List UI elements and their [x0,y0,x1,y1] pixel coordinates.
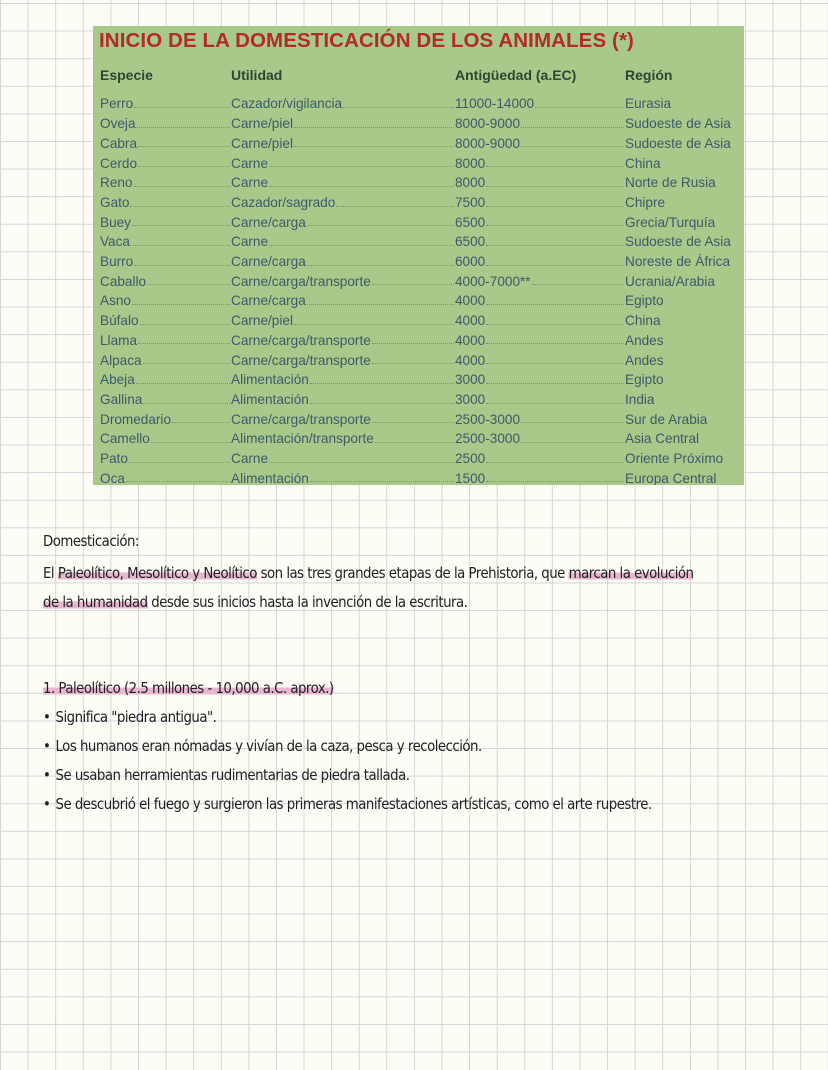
cell-text: Sudoeste de Asia [625,135,731,151]
dot-leader [130,206,230,207]
table-row [93,311,744,331]
cell-text: Carne [231,155,269,171]
cell-antiguedad [455,409,625,426]
cell-utilidad [231,429,455,446]
table-row [93,173,744,193]
cell-especie [100,449,231,466]
dot-leader [137,127,230,128]
table-row [93,449,744,469]
cell-utilidad [231,193,455,210]
cell-text: 2500-3000 [455,431,521,447]
dot-leader [310,481,454,482]
cell-utilidad [231,409,455,426]
section-title [43,679,334,697]
cell-text: 8000 [455,175,486,191]
cell-text: Carne/piel [231,313,293,329]
table-row [93,94,744,114]
cell-text: Camello [100,431,150,447]
dot-leader [486,462,624,463]
cell-text: Chipre [625,194,666,210]
dot-leader [521,442,624,443]
dot-leader [269,245,454,246]
cell-especie [100,193,231,210]
cell-text: 3000 [455,391,486,407]
dot-leader [138,166,230,167]
dot-leader [294,324,454,325]
plain-text: desde sus inicios hasta la invención de la escritura. [147,593,468,611]
header-especie: Especie [100,67,153,83]
highlighted-text: de la humanidad [43,593,148,611]
cell-especie [100,153,231,170]
cell-text: Andes [625,352,664,368]
cell-text: Sudoeste de Asia [625,116,731,132]
dot-leader [372,284,454,285]
cell-text: 2500-3000 [455,411,521,427]
cell-text: Burro [100,254,134,269]
cell-utilidad [231,271,455,288]
dot-leader [343,107,454,108]
cell-region [625,252,743,269]
cell-antiguedad [455,114,625,131]
dot-leader [486,324,624,325]
dot-leader [486,304,624,305]
cell-region [625,193,743,210]
table-row [93,271,744,291]
cell-text: 8000-9000 [455,135,521,151]
cell-text: Eurasia [625,96,672,112]
dot-leader [486,225,624,226]
cell-text: China [625,313,661,329]
dot-leader [143,363,230,364]
cell-region [625,449,743,466]
dot-leader [147,284,230,285]
section-title-text: 1. Paleolítico (2.5 millones - 10,000 a.C. aprox.) [43,679,334,697]
cell-text: Asia Central [625,431,700,447]
dot-leader [486,245,624,246]
cell-especie [100,133,231,150]
dot-leader [172,422,230,423]
cell-especie [100,212,231,229]
dot-leader [486,481,624,482]
cell-text: Carne/carga [231,293,306,309]
cell-text: Reno [100,175,133,191]
notes-heading: Domesticación: [43,532,139,550]
cell-utilidad [231,311,455,328]
cell-especie [100,429,231,446]
dot-leader [307,265,454,266]
cell-region [625,468,743,485]
cell-especie [100,173,231,190]
table-row [93,429,744,449]
cell-text: 11000-14000 [455,96,535,112]
cell-text: India [625,391,655,407]
cell-antiguedad [455,350,625,367]
dot-leader [307,225,454,226]
cell-region [625,429,743,446]
bullet-dot-icon: • [43,708,51,726]
dot-leader [310,403,454,404]
dot-leader [143,403,230,404]
cell-text: 6500 [455,214,486,230]
dot-leader [310,383,454,384]
cell-text: Llama [100,332,138,348]
dot-leader [375,442,454,443]
cell-antiguedad [455,429,625,446]
cell-text: Carne [231,234,269,250]
cell-region [625,133,743,150]
cell-antiguedad [455,291,625,308]
cell-especie [100,311,231,328]
cell-region [625,409,743,426]
cell-especie [100,114,231,131]
cell-text: 4000-7000** [455,273,531,289]
cell-text: Grecia/Turquía [625,214,716,230]
cell-especie [100,232,231,249]
cell-region [625,311,743,328]
cell-text: Alimentación/transporte [231,431,374,447]
cell-especie [100,252,231,269]
cell-text: Cabra [100,135,138,151]
cell-text: Cazador/vigilancia [231,96,343,112]
cell-utilidad [231,350,455,367]
bullet-item [43,795,652,813]
cell-text: Carne/carga [231,214,306,230]
dot-leader [486,343,624,344]
dot-leader [129,462,230,463]
table-row [93,153,744,173]
cell-utilidad [231,114,455,131]
cell-text: Asno [100,293,131,309]
table-row [93,212,744,232]
intro-line-2 [43,593,467,611]
dot-leader [134,186,231,187]
cell-text: 4000 [455,293,486,309]
cell-text: 8000 [455,155,486,171]
cell-region [625,370,743,387]
cell-antiguedad [455,271,625,288]
dot-leader [132,225,230,226]
cell-especie [100,271,231,288]
cell-utilidad [231,468,455,485]
dot-leader [372,363,454,364]
cell-text: Alimentación [231,391,309,407]
dot-leader [134,107,230,108]
bullet-text: Se usaban herramientas rudimentarias de piedra tallada. [55,766,410,784]
dot-leader [131,245,230,246]
domestication-table [93,26,744,485]
dot-leader [151,442,230,443]
cell-utilidad [231,390,455,407]
dot-leader [521,146,624,147]
cell-especie [100,370,231,387]
cell-utilidad [231,153,455,170]
header-utilidad: Utilidad [231,67,283,83]
dot-leader [294,127,454,128]
cell-antiguedad [455,311,625,328]
intro-line-1 [43,564,693,582]
cell-antiguedad [455,330,625,347]
cell-text: Carne [231,451,269,466]
cell-text: Norte de Rusia [625,175,716,191]
table-row [93,291,744,311]
table-row [93,232,744,252]
cell-text: Vaca [100,234,130,250]
cell-especie [100,94,231,111]
cell-text: Dromedario [100,411,172,427]
cell-region [625,330,743,347]
dot-leader [486,403,624,404]
cell-text: Alpaca [100,352,142,368]
cell-text: Ucrania/Arabia [625,273,715,289]
cell-text: 4000 [455,313,486,329]
cell-region [625,232,743,249]
cell-text: Europa Central [625,470,717,485]
cell-text: 8000-9000 [455,116,521,132]
cell-text: Cerdo [100,155,138,171]
cell-text: Alimentación [231,470,309,485]
dot-leader [532,284,624,285]
cell-text: Andes [625,332,664,348]
dot-leader [132,304,230,305]
dot-leader [136,383,230,384]
header-antiguedad: Antigüedad (a.EC) [455,67,577,83]
table-row [93,114,744,134]
cell-region [625,114,743,131]
cell-region [625,173,743,190]
dot-leader [134,265,230,266]
dot-leader [486,206,624,207]
cell-especie [100,409,231,426]
plain-text: El [43,564,58,582]
dot-leader [486,383,624,384]
dot-leader [486,186,624,187]
cell-text: Caballo [100,273,147,289]
cell-antiguedad [455,252,625,269]
cell-antiguedad [455,370,625,387]
cell-antiguedad [455,173,625,190]
cell-text: 3000 [455,372,486,388]
bullet-text: Los humanos eran nómadas y vivían de la caza, pesca y recolección. [55,737,482,755]
dot-leader [521,422,624,423]
dot-leader [307,304,454,305]
dot-leader [269,166,454,167]
dot-leader [486,363,624,364]
cell-antiguedad [455,94,625,111]
cell-text: Oveja [100,116,136,132]
cell-antiguedad [455,193,625,210]
cell-utilidad [231,252,455,269]
highlighted-text: Paleolítico, Mesolítico y Neolítico [57,564,257,582]
cell-text: Búfalo [100,313,139,329]
cell-region [625,212,743,229]
dot-leader [294,146,454,147]
table-row [93,330,744,350]
header-region: Región [625,67,673,83]
dot-leader [535,107,624,108]
table-row [93,370,744,390]
cell-utilidad [231,370,455,387]
cell-text: 1500 [455,470,486,485]
cell-text: 4000 [455,332,486,348]
dot-leader [269,186,454,187]
bullet-text: Se descubrió el fuego y surgieron las primeras manifestaciones artísticas, como el arte rupestre. [55,795,652,813]
bullet-text: Significa "piedra antigua". [55,708,217,726]
cell-especie [100,350,231,367]
cell-antiguedad [455,232,625,249]
dot-leader [372,343,454,344]
bullet-item [43,737,482,755]
cell-utilidad [231,173,455,190]
cell-text: Carne/carga/transporte [231,332,371,348]
table-row [93,133,744,153]
cell-utilidad [231,94,455,111]
cell-text: Sur de Arabia [625,411,708,427]
dot-leader [486,166,624,167]
cell-text: Abeja [100,372,135,388]
table-row [93,193,744,213]
dot-leader [138,343,230,344]
cell-text: 7500 [455,194,486,210]
table-row [93,350,744,370]
bullet-item [43,708,216,726]
bullet-dot-icon: • [43,795,51,813]
cell-utilidad [231,291,455,308]
dot-leader [126,481,230,482]
cell-text: Carne/carga/transporte [231,411,371,427]
cell-especie [100,330,231,347]
cell-antiguedad [455,212,625,229]
cell-region [625,94,743,111]
cell-text: Buey [100,214,131,230]
cell-region [625,390,743,407]
cell-utilidad [231,330,455,347]
cell-antiguedad [455,133,625,150]
dot-leader [521,127,624,128]
cell-text: Carne/carga/transporte [231,352,371,368]
cell-text: Oriente Próximo [625,451,724,466]
bullet-dot-icon: • [43,737,51,755]
table-row [93,390,744,410]
cell-text: Carne/piel [231,135,293,151]
cell-antiguedad [455,390,625,407]
cell-text: Gallina [100,391,143,407]
cell-text: Perro [100,96,134,112]
cell-text: Carne/carga [231,254,306,269]
cell-text: Sudoeste de Asia [625,234,731,250]
cell-text: Carne/piel [231,116,293,132]
cell-region [625,153,743,170]
table-row [93,409,744,429]
dot-leader [140,324,230,325]
cell-text: China [625,155,661,171]
dot-leader [486,265,624,266]
dot-leader [138,146,230,147]
plain-text: son las tres grandes etapas de la Prehistoria, que [256,564,569,582]
cell-text: Gato [100,194,130,210]
cell-utilidad [231,212,455,229]
cell-antiguedad [455,468,625,485]
cell-utilidad [231,133,455,150]
cell-text: 4000 [455,352,486,368]
highlighted-text: marcan la evolución [568,564,694,582]
cell-text: Alimentación [231,372,309,388]
cell-especie [100,390,231,407]
dot-leader [372,422,454,423]
cell-text: Carne [231,175,269,191]
cell-text: Noreste de África [625,254,731,269]
cell-especie [100,468,231,485]
cell-text: Carne/carga/transporte [231,273,371,289]
bullet-item [43,766,409,784]
cell-text: Pato [100,451,128,466]
cell-text: 6000 [455,254,486,269]
bullet-dot-icon: • [43,766,51,784]
dot-leader [336,206,454,207]
cell-utilidad [231,449,455,466]
cell-text: Egipto [625,293,664,309]
cell-antiguedad [455,153,625,170]
cell-region [625,291,743,308]
cell-region [625,350,743,367]
cell-antiguedad [455,449,625,466]
table-row [93,468,744,485]
dot-leader [269,462,454,463]
table-title: INICIO DE LA DOMESTICACIÓN DE LOS ANIMALES (*) [99,29,634,52]
table-row [93,252,744,272]
cell-text: Cazador/sagrado [231,194,336,210]
cell-text: 2500 [455,451,486,466]
cell-especie [100,291,231,308]
cell-text: Egipto [625,372,664,388]
cell-text: 6500 [455,234,486,250]
cell-region [625,271,743,288]
cell-text: Oca [100,470,125,485]
cell-utilidad [231,232,455,249]
